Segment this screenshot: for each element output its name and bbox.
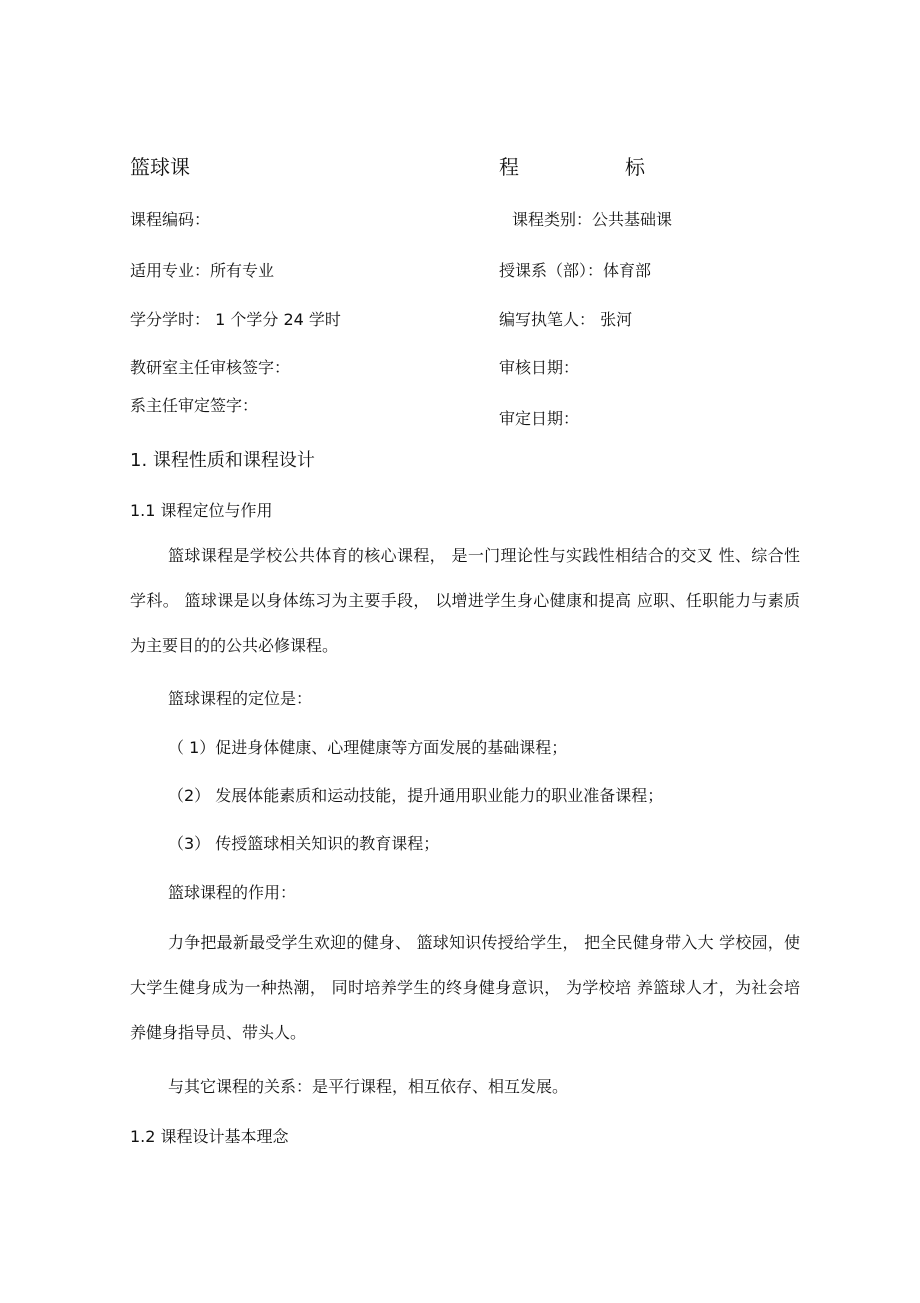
section-1-2-heading: 1.2 课程设计基本理念: [130, 1127, 289, 1146]
course-code-label: 课程编码：: [130, 210, 211, 229]
paragraph-course-role: 力争把最新最受学生欢迎的健身、 篮球知识传授给学生， 把全民健身带入大 学校园，使大学生健身成为一种热潮， 同时培养学生的终身健身意识， 为学校培 养篮球人才，为社会培养健身指导员、带头人。: [130, 933, 800, 1042]
title-part-3: 标: [625, 155, 645, 179]
department: 授课系（部）：体育部: [499, 261, 652, 280]
author: 编写执笔人： 张河: [499, 310, 633, 329]
role-intro: 篮球课程的作用：: [168, 883, 297, 902]
title-part-2: 程: [499, 155, 519, 179]
section-1-1-heading: 1.1 课程定位与作用: [130, 501, 273, 520]
list-item-3: （3） 传授篮球相关知识的教育课程；: [168, 834, 440, 853]
director-signature: 教研室主任审核签字：: [130, 358, 291, 377]
list-item-2: （2） 发展体能素质和运动技能，提升通用职业能力的职业准备课程；: [168, 786, 664, 805]
title-part-1: 篮球课: [130, 155, 190, 179]
list-item-1: （ 1）促进身体健康、心理健康等方面发展的基础课程；: [168, 738, 568, 757]
approval-date: 审定日期：: [499, 409, 580, 428]
review-date: 审核日期：: [499, 358, 580, 377]
relation-text: 与其它课程的关系：是平行课程，相互依存、相互发展。: [168, 1077, 569, 1096]
positioning-intro: 篮球课程的定位是：: [168, 689, 313, 708]
paragraph-course-positioning: 篮球课程是学校公共体育的核心课程， 是一门理论性与实践性相结合的交叉 性、综合性学科。 篮球课是以身体练习为主要手段， 以增进学生身心健康和提高 应职、任职能力与素质为主要目的的公共必修课程。: [130, 546, 800, 655]
dept-head-signature: 系主任审定签字：: [130, 396, 259, 415]
credits-hours: 学分学时： 1 个学分 24 学时: [130, 310, 341, 329]
applicable-major: 适用专业：所有专业: [130, 261, 275, 280]
section-1-heading: 1. 课程性质和课程设计: [130, 450, 315, 471]
course-category: 课程类别：公共基础课: [512, 210, 673, 229]
